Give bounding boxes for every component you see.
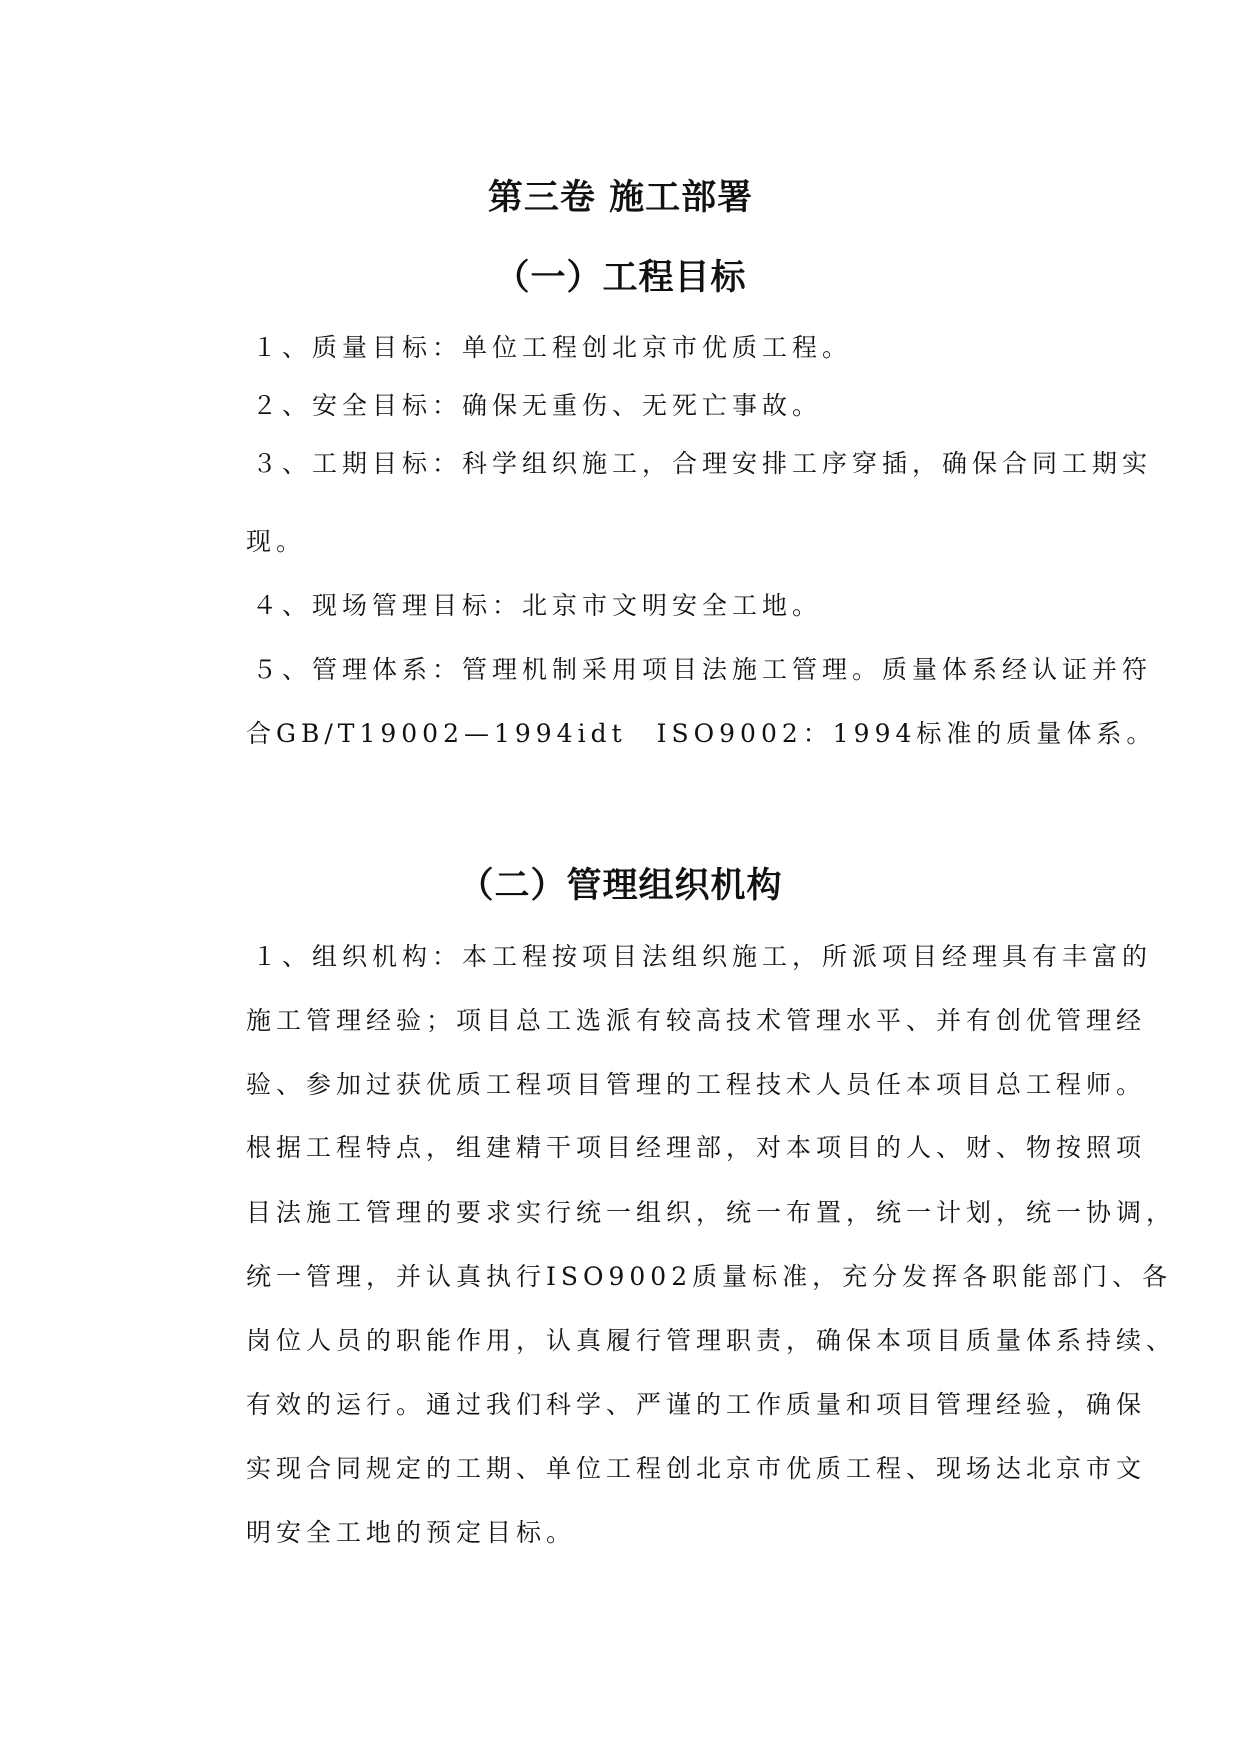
paragraph-line: 现。 [246,527,307,556]
section-heading-goals: （一）工程目标 [494,258,747,298]
paragraph-line: 目法施工管理的要求实行统一组织，统一布置，统一计划，统一协调， [246,1198,1177,1227]
paragraph-line: １、组织机构：本工程按项目法组织施工，所派项目经理具有丰富的 [252,942,1153,971]
paragraph-line: 岗位人员的职能作用，认真履行管理职责，确保本项目质量体系持续、 [246,1326,1177,1355]
paragraph-line: 有效的运行。通过我们科学、严谨的工作质量和项目管理经验，确保 [246,1390,1147,1419]
paragraph-line: ２、安全目标：确保无重伤、无死亡事故。 [252,391,823,420]
document-title: 第三卷 施工部署 [487,178,754,218]
paragraph-line: ５、管理体系：管理机制采用项目法施工管理。质量体系经认证并符 [252,655,1153,684]
paragraph-line: ３、工期目标：科学组织施工，合理安排工序穿插，确保合同工期实 [252,449,1153,478]
paragraph-line: 实现合同规定的工期、单位工程创北京市优质工程、现场达北京市文 [246,1454,1147,1483]
paragraph-line: 根据工程特点，组建精干项目经理部，对本项目的人、财、物按照项 [246,1133,1147,1162]
paragraph-line: １、质量目标：单位工程创北京市优质工程。 [252,333,853,362]
paragraph-line: 施工管理经验；项目总工选派有较高技术管理水平、并有创优管理经 [246,1006,1147,1035]
paragraph-line: 统一管理，并认真执行ISO9002质量标准，充分发挥各职能部门、各 [246,1262,1173,1291]
paragraph-line: 验、参加过获优质工程项目管理的工程技术人员任本项目总工程师。 [246,1070,1147,1099]
section-heading-organization: （二）管理组织机构 [458,866,783,906]
paragraph-line: ４、现场管理目标：北京市文明安全工地。 [252,591,823,620]
paragraph-line: 明安全工地的预定目标。 [246,1518,577,1547]
paragraph-line: 合GB/T19002—1994idt ISO9002：1994标准的质量体系。 [246,719,1157,748]
